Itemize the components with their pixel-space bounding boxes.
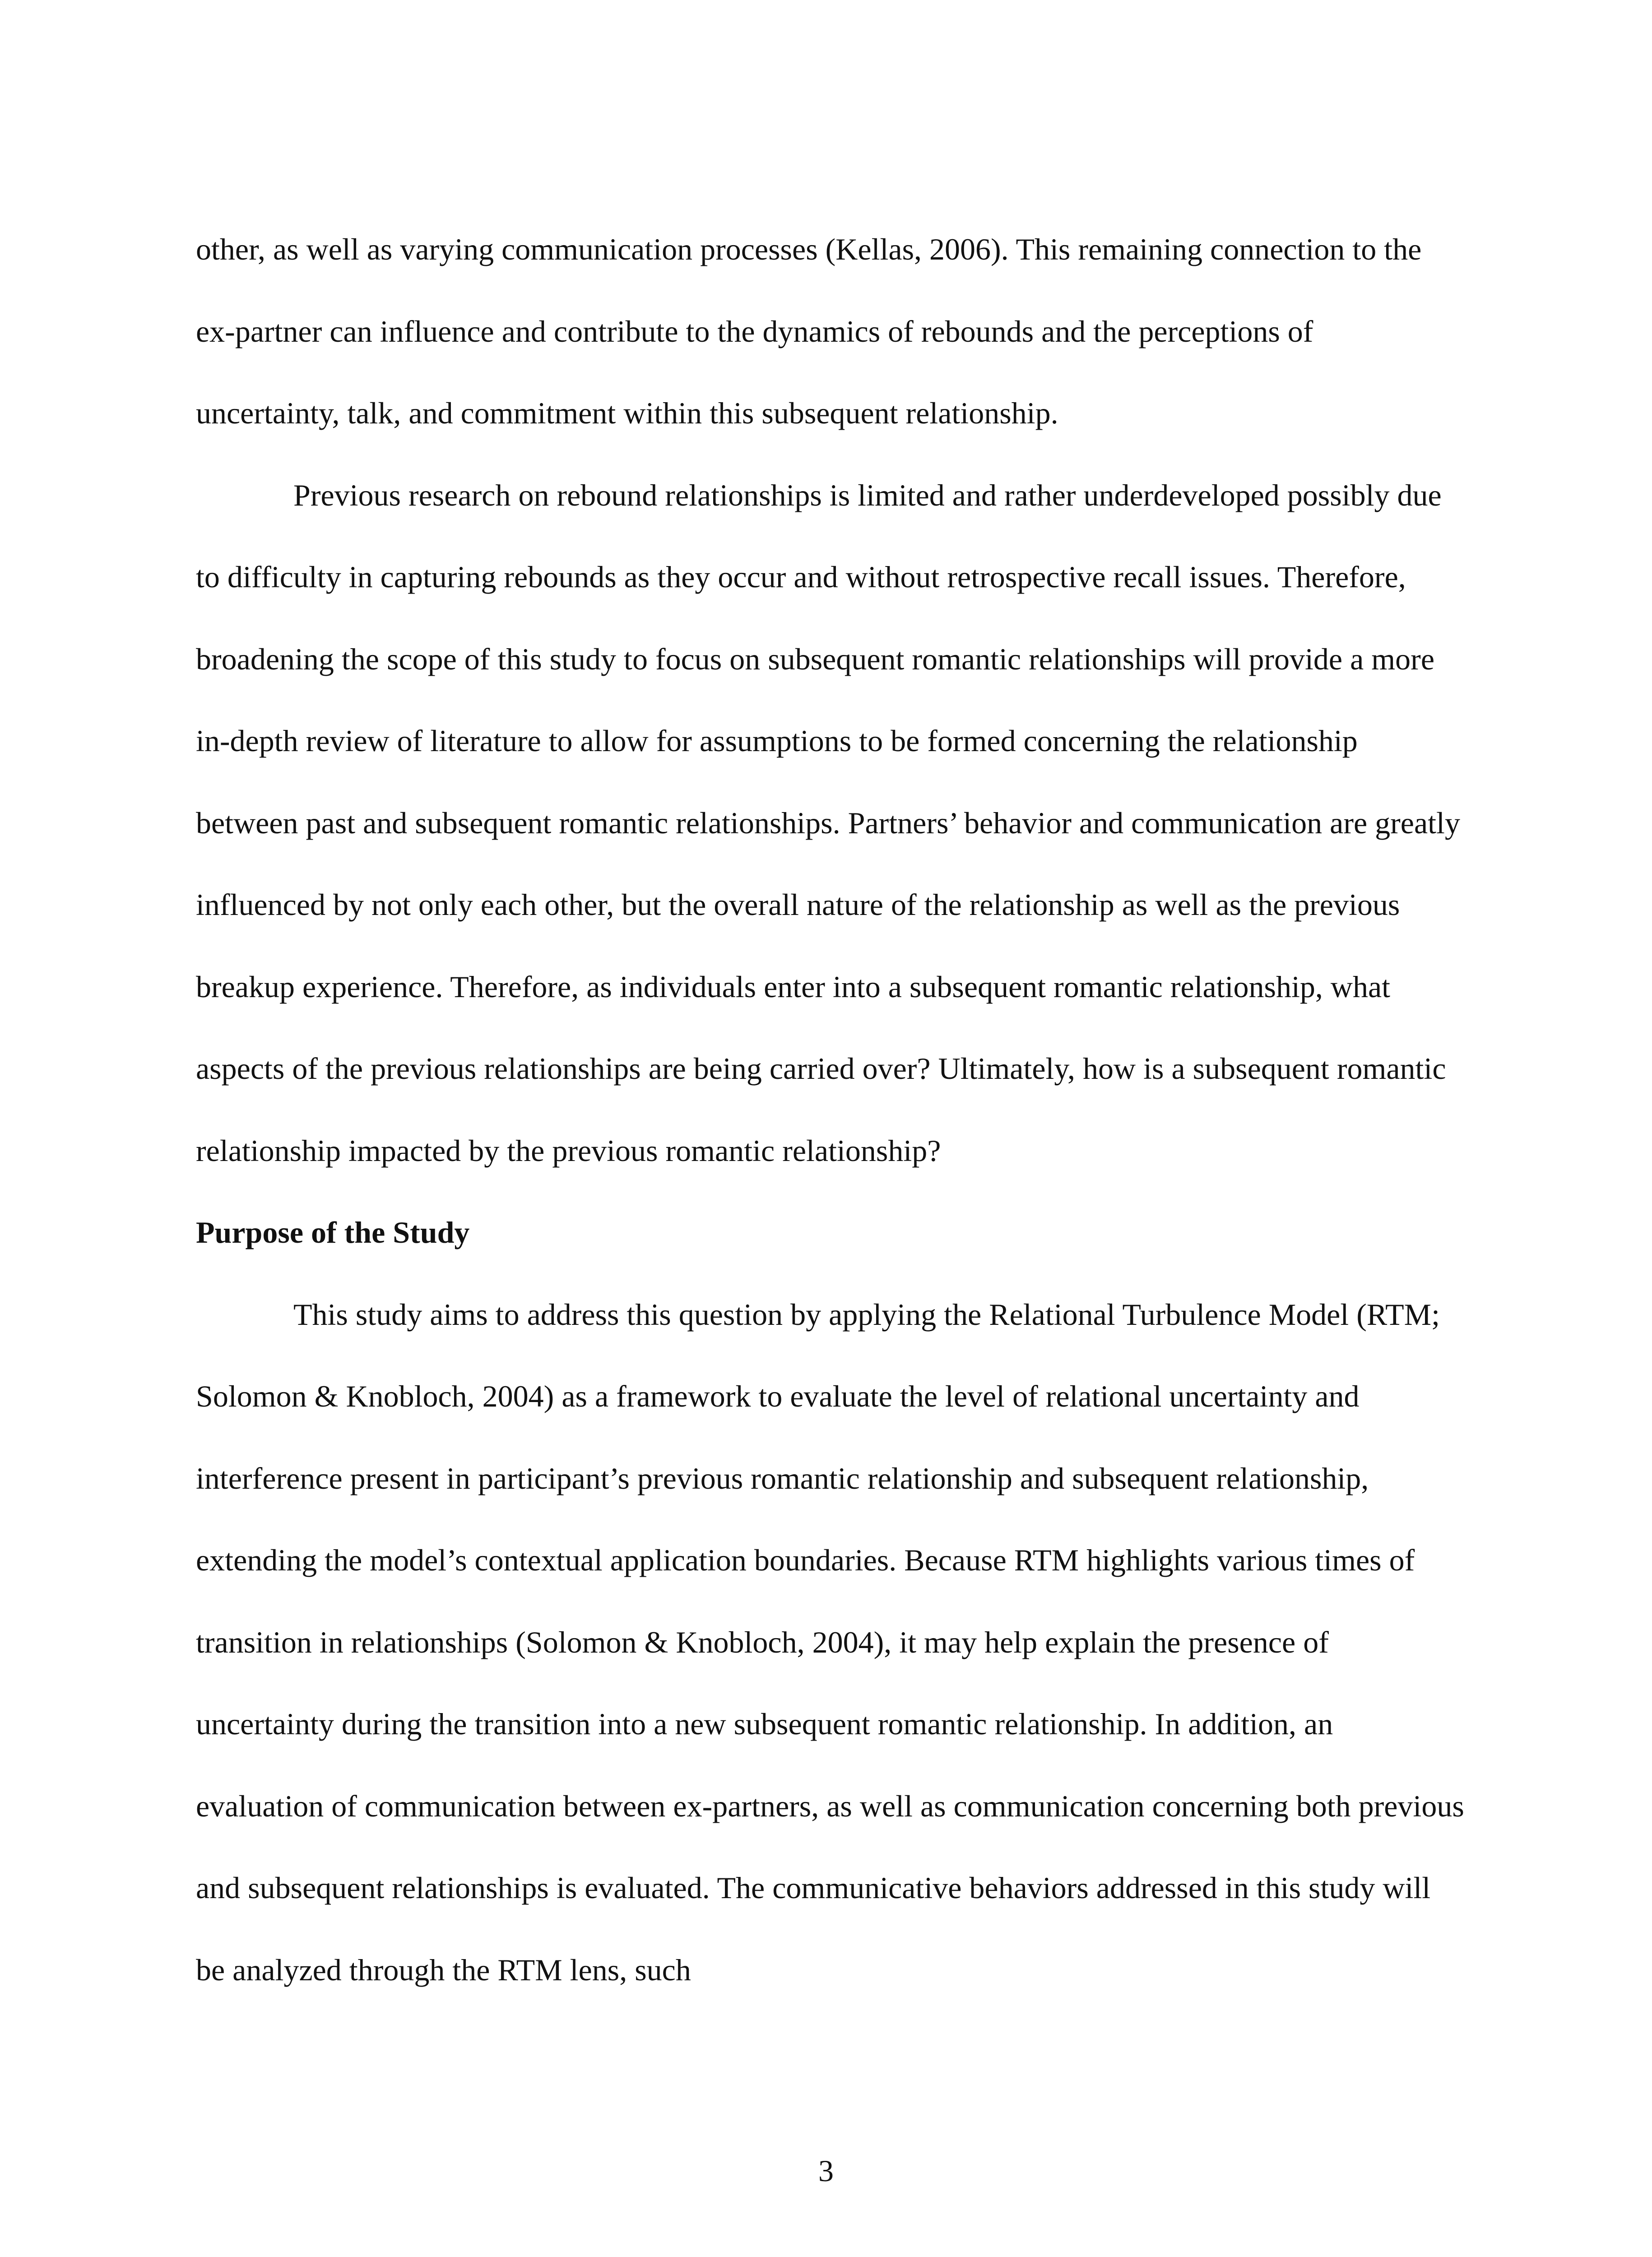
paragraph-continuation: other, as well as varying communication processes (Kellas, 2006). This remaining connection to the ex-partner can influence and contribute to the dynamics of rebounds and the perceptions of uncertainty, talk, and commitment within this subsequent relationship. (196, 232, 1422, 430)
body-text (196, 209, 1464, 2011)
paragraph-rebound-research: Previous research on rebound relationships is limited and rather underdeveloped possibly due to difficulty in capturing rebounds as they occur and without retrospective recall issues. Therefore, broadening the scope of this study to focus on subsequent romantic relationships will provide a more in-depth review of literature to allow for assumptions to be formed concerning the relationship between past and subsequent romantic relationships. Partners’ behavior and communication are greatly influenced by not only each other, but the overall nature of the relationship as well as the previous breakup experience. Therefore, as individuals enter into a subsequent romantic relationship, what aspects of the previous relationships are being carried over? Ultimately, how is a subsequent romantic relationship impacted by the previous romantic relationship? (196, 478, 1460, 1168)
section-heading: Purpose of the Study (196, 1215, 470, 1249)
page-number: 3 (818, 2154, 834, 2188)
paragraph-purpose: This study aims to address this question by applying the Relational Turbulence Model (RTM; Solomon & Knobloch, 2004) as a framework to evaluate the level of relational uncertainty and interference present in participant’s previous romantic relationship and subsequent relationship, extending the model’s contextual application boundaries. Because RTM highlights various times of transition in relationships (Solomon & Knobloch, 2004), it may help explain the presence of uncertainty during the transition into a new subsequent romantic relationship. In addition, an evaluation of communication between ex-partners, as well as communication concerning both previous and subsequent relationships is evaluated. The communicative behaviors addressed in this study will be analyzed through the RTM lens, such (196, 1297, 1464, 1987)
